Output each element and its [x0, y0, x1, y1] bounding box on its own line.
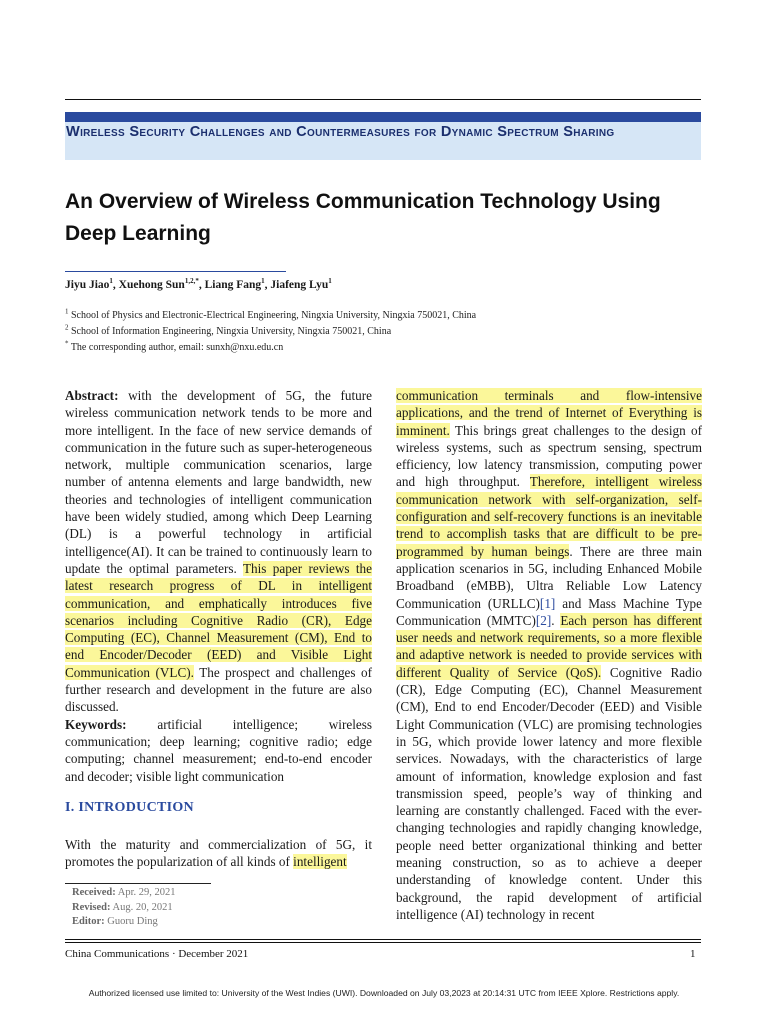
revised-date [72, 901, 176, 916]
section-heading-introduction: I. INTRODUCTION [65, 800, 194, 815]
editor [72, 915, 176, 930]
corresponding-author [65, 341, 283, 355]
page-number: 1 [690, 948, 696, 960]
received-value: Apr. 29, 2021 [117, 887, 176, 898]
author-affiliation-mark: 1 [261, 277, 265, 286]
section-banner-bar [65, 112, 701, 122]
received-label: Received: [72, 887, 116, 898]
body-text: and Mass Machine Type Communication (MMTC) [396, 595, 702, 628]
author-separator: , [264, 279, 271, 291]
highlight: Therefore, intelligent wireless communication network with self-organization, self-configuration and self-recovery functions is an inevitable trend to accomplish tasks that are difficult to be pre-programmed by human beings [396, 474, 702, 559]
body-paragraph [396, 387, 702, 923]
author-separator: , [112, 279, 119, 291]
keywords [65, 716, 372, 785]
author-name: Jiafeng Lyu [270, 279, 329, 291]
author-list [65, 277, 332, 293]
affiliation-text: School of Information Engineering, Ningxia University, Ningxia 750021, China [71, 326, 392, 337]
top-rule [65, 99, 701, 100]
abstract-highlight: This paper reviews the latest research progress of DL in intelligent communication, and emphatically introduces five scenarios including Cognitive Radio (CR), Edge Computing (EC), Channel Measurement (CM), End to end Encoder/Decoder (EED) and Visible Light Communication (VLC). [65, 560, 372, 680]
editor-label: Editor: [72, 916, 105, 927]
highlight: communication terminals and flow-intensive applications, and the trend of Internet of Everything is imminent. [396, 388, 702, 438]
intro-highlight: intelligent [293, 854, 347, 870]
affiliation [65, 325, 391, 339]
article-dates [72, 886, 176, 930]
editor-value: Guoru Ding [107, 916, 158, 927]
highlight: Each person has different user needs and network requirements, so a more flexible and adaptive network is needed to provide services with different Quality of Service (QoS). [396, 612, 702, 680]
intro-text: With the maturity and commercialization of 5G, it promotes the popularization of all kinds of [65, 837, 372, 870]
affiliation [65, 309, 476, 323]
received-date [72, 886, 176, 901]
author-rule [65, 271, 286, 272]
dates-rule [65, 883, 211, 884]
keywords-label: Keywords: [65, 716, 127, 732]
abstract [65, 387, 372, 716]
affiliation-mark: 2 [65, 323, 69, 332]
citation-link[interactable]: [2] [535, 612, 552, 628]
abstract-text: The prospect and challenges of further research and development in the future are also discussed. [65, 664, 373, 715]
section-title: Wireless Security Challenges and Countermeasures for Dynamic Spectrum Sharing [66, 124, 615, 140]
citation-link[interactable]: [1] [539, 595, 556, 611]
body-text: This brings great challenges to the design of wireless systems, such as spectrum sensing, spectrum efficiency, low latency transmission, computing power and high throughput. [396, 422, 702, 490]
introduction-text [65, 836, 372, 871]
paper-title: An Overview of Wireless Communication Technology Using Deep Learning [65, 190, 661, 245]
author-separator: , [198, 279, 205, 291]
section-banner [65, 112, 701, 160]
affiliation-text: The corresponding author, email: sunxh@nxu.edu.cn [70, 342, 284, 353]
author-name: Jiyu Jiao [65, 279, 110, 291]
abstract-text: with the development of 5G, the future wireless communication network tends to be more and more intelligent. In the face of new service demands of communication in the future such as super-heterogeneous network, multiple communication scenarios, large number of antenna elements and large bandwidth, new theories and technologies of intelligent communication have been widely studied, among which Deep Learning (DL) is a powerful technology in artificial intelligence(AI). It can be trained to continuously learn to update the optimal parameters. [65, 388, 372, 576]
keywords-text: artificial intelligence; wireless communication; deep learning; cognitive radio; edge computing; channel measurement; end-to-end encoder and decoder; visible light communication [65, 716, 372, 784]
affiliation-mark: * [65, 339, 69, 348]
author-name: Liang Fang [204, 279, 262, 291]
author-affiliation-mark: 1 [109, 277, 113, 286]
right-column [396, 387, 702, 923]
affiliation-text: School of Physics and Electronic-Electrical Engineering, Ningxia University, Ningxia 750021, China [71, 310, 477, 321]
abstract-column [65, 387, 372, 785]
revised-value: Aug. 20, 2021 [112, 901, 173, 913]
body-text: . [551, 612, 561, 628]
footer-rule [65, 939, 701, 940]
affiliation-mark: 1 [65, 307, 69, 316]
footer-rule [65, 942, 701, 943]
author-affiliation-mark: 1 [328, 277, 332, 286]
license-notice: Authorized licensed use limited to: University of the West Indies (UWI). Downloaded on July 03,2023 at 20:14:31 UTC from IEEE Xplore. Restrictions apply. [88, 988, 680, 998]
journal-footer: China Communications · December 2021 [65, 948, 249, 960]
body-text: . There are three main application scenarios in 5G, including Enhanced Mobile Broadband (eMBB), Ultra Reliable Low Latency Communication (URLLC) [396, 543, 703, 611]
author-affiliation-mark: 1,2,* [184, 277, 199, 286]
author-name: Xuehong Sun [118, 279, 185, 291]
abstract-label: Abstract: [65, 388, 119, 403]
body-text: Cognitive Radio (CR), Edge Computing (EC), Channel Measurement (CM), End to end Encoder/Decoder (EED) and Visible Light Communication (VLC) are promising technologies in 5G, which provide lower latency and more flexible services. Nowadays, with the characteristics of large amount of information, knowledge explosion and fast transmission speed, people’s way of thinking and learning are constantly challenged. Faced with the ever-changing technologies and rapidly changing knowledge, people need better organizational thinking and better meaning construction, so as to achieve a deeper understanding of knowledge content. Under this background, the rapid development of artificial intelligence (AI) technology in recent [396, 664, 702, 922]
revised-label: Revised: [72, 901, 111, 913]
